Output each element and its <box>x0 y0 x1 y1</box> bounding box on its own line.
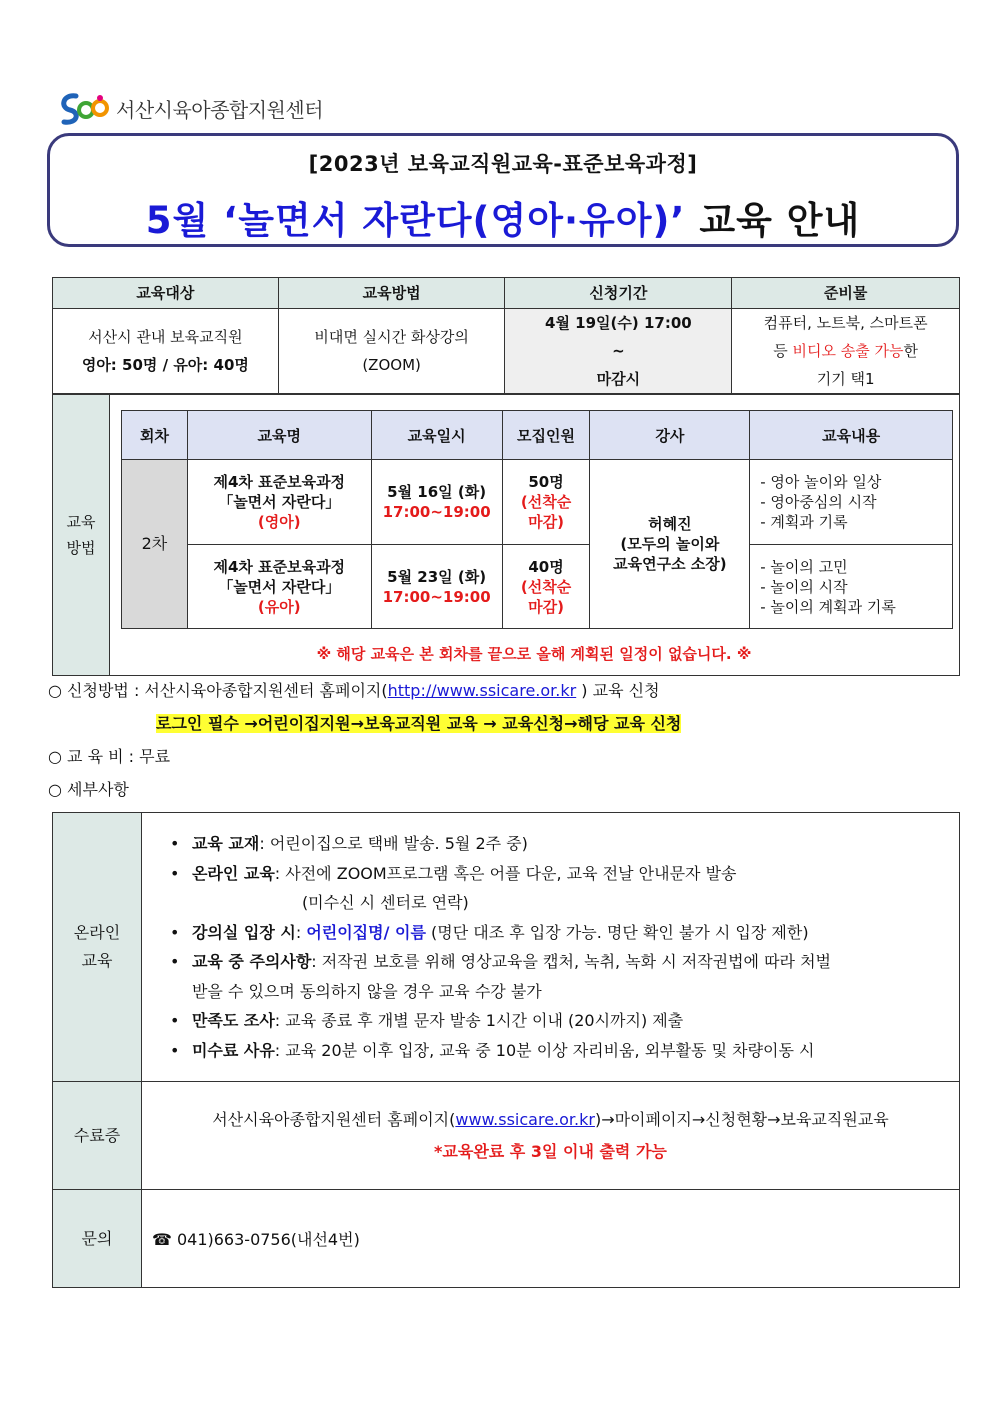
table-row <box>122 545 953 629</box>
prep-line3: 기기 택1 <box>816 370 875 388</box>
course-count: 50명 <box>528 473 564 491</box>
item-text: : 교육 20분 이후 입장, 교육 중 10분 이상 자리비움, 외부활동 및 차량이동 시 <box>274 1040 815 1060</box>
item-text: : 저작권 보호를 위해 영상교육을 캡처, 녹취, 녹화 시 저작권법에 따라 처벌 <box>311 952 832 971</box>
item-title: 만족도 조사 <box>191 1011 275 1030</box>
target-line2: 영아: 50명 / 유아: 40명 <box>81 356 249 374</box>
list-item <box>192 947 959 1006</box>
content-item: - 놀이의 고민 <box>760 557 848 576</box>
cert-cell <box>141 1082 959 1190</box>
instructor-org2: 교육연구소 소장) <box>613 555 727 573</box>
course-name-line2: 「놀면서 자란다」 <box>218 577 341 596</box>
course-count-note2: 마감) <box>528 513 564 531</box>
apply-prefix: ○ 신청방법 : 서산시육아종합지원센터 홈페이지( <box>48 681 388 700</box>
title-rest: 교육 안내 <box>685 199 861 242</box>
course-name-line1: 제4차 표준보육과정 <box>213 473 346 491</box>
cert-link[interactable]: www.ssicare.or.kr <box>455 1109 595 1129</box>
course-date: 5월 23일 (화) <box>387 567 487 586</box>
logo-icon <box>56 88 112 128</box>
course-date: 5월 16일 (화) <box>387 483 487 501</box>
page-title <box>50 190 956 244</box>
item-title: 강의실 입장 시 <box>191 922 296 942</box>
course-count: 40명 <box>528 557 564 576</box>
title-box <box>47 133 959 247</box>
fee-line: ○ 교 육 비 : 무료 <box>48 747 171 766</box>
course-count-note1: (선착순 <box>520 577 572 596</box>
period-line3: 마감시 <box>596 370 641 388</box>
item-text-cont: (미수신 시 센터로 연락) <box>301 893 469 912</box>
homepage-link[interactable]: http://www.ssicare.or.kr <box>387 681 577 700</box>
item-title: 교육 중 주의사항 <box>191 952 312 971</box>
round-cell: 2차 <box>122 460 188 629</box>
cert-path <box>142 1104 959 1136</box>
course-count-cell <box>502 545 590 629</box>
prep-line1: 컴퓨터, 노트북, 스마트폰 <box>763 314 928 332</box>
item-title: 교육 교재 <box>191 834 260 853</box>
method-label-text: 교육 방법 <box>66 513 96 557</box>
period-line1: 4월 19일(수) 17:00 <box>545 314 692 332</box>
info-table <box>52 277 960 394</box>
course-date-cell <box>371 460 502 545</box>
item-title: 온라인 교육 <box>191 863 275 883</box>
content-item: - 놀이의 계획과 기록 <box>760 597 896 616</box>
instructor-cell <box>590 460 750 629</box>
header-target: 교육대상 <box>53 278 279 309</box>
online-label-text: 온라인 교육 <box>73 923 121 970</box>
method-cell <box>278 309 505 394</box>
header-prep: 준비물 <box>732 278 960 309</box>
item-text-rest: (명단 대조 후 입장 가능. 명단 확인 불가 시 입장 제한) <box>425 922 809 942</box>
item-text: : <box>295 922 307 942</box>
target-line1: 서산시 관내 보육교직원 <box>88 328 243 346</box>
details-heading: ○ 세부사항 <box>48 780 129 799</box>
item-text: : 교육 종료 후 개별 문자 발송 1시간 이내 (20시까지) 제출 <box>274 1011 684 1030</box>
list-item <box>192 918 959 948</box>
target-cell <box>53 309 279 394</box>
title-colored: 5월 ‘놀면서 자란다(영아·유아)’ <box>145 199 686 242</box>
course-name-line1: 제4차 표준보육과정 <box>213 557 346 576</box>
course-name-line2: 「놀면서 자란다」 <box>218 493 341 511</box>
contact-cell <box>141 1190 959 1288</box>
prep-cell <box>732 309 960 394</box>
item-text: : 어린이집으로 택배 발송. 5월 2주 중) <box>259 834 528 853</box>
course-name-cell <box>187 460 371 545</box>
apply-steps <box>156 711 681 734</box>
col-contents: 교육내용 <box>750 411 953 460</box>
prep-line2-a: 등 <box>773 342 793 360</box>
period-line2: ~ <box>612 342 625 360</box>
course-contents-cell <box>750 545 953 629</box>
col-date: 교육일시 <box>371 411 502 460</box>
online-cell <box>141 813 959 1082</box>
apply-suffix: ) 교육 신청 <box>576 681 660 700</box>
col-instructor: 강사 <box>590 411 750 460</box>
cert-suffix: )→마이페이지→신청현황→보육교직원교육 <box>594 1109 889 1129</box>
content-item: - 영아 놀이와 일상 <box>760 473 882 491</box>
method-label <box>53 395 110 675</box>
list-item <box>192 1006 959 1036</box>
phone-icon: ☎ <box>151 1230 172 1249</box>
method-line1: 비대면 실시간 화상강의 <box>314 328 469 346</box>
course-date-cell <box>371 545 502 629</box>
col-round: 회차 <box>122 411 188 460</box>
cert-prefix: 서산시육아종합지원센터 홈페이지( <box>212 1109 456 1129</box>
schedule-notice: ※ 해당 교육은 본 회차를 끝으로 올해 계획된 일정이 없습니다. ※ <box>316 645 752 663</box>
course-name-cell <box>187 545 371 629</box>
table-row <box>122 460 953 545</box>
header-method: 교육방법 <box>278 278 505 309</box>
list-item <box>192 829 959 859</box>
item-highlight: 어린이집명/ 이름 <box>306 922 426 942</box>
course-count-note2: 마감) <box>528 597 564 616</box>
cert-note: *교육완료 후 3일 이내 출력 가능 <box>434 1141 667 1161</box>
item-title: 미수료 사유 <box>191 1040 275 1060</box>
period-cell <box>505 309 732 394</box>
apply-steps-text: 로그인 필수 →어린이집지원→보육교직원 교육 → 교육신청→해당 교육 신청 <box>156 714 682 733</box>
course-time: 17:00~19:00 <box>382 587 491 606</box>
prep-line2-c: 한 <box>903 342 918 360</box>
logo-text: 서산시육아종합지원센터 <box>116 97 324 122</box>
title-subtitle: [2023년 보육교직원교육-표준보육과정] <box>308 152 698 176</box>
header-period: 신청기간 <box>505 278 732 309</box>
course-count-note1: (선착순 <box>520 493 572 511</box>
item-text-cont: 받을 수 있으며 동의하지 않을 경우 교육 수강 불가 <box>191 981 542 1001</box>
list-item <box>192 1036 959 1066</box>
course-count-cell <box>502 460 590 545</box>
schedule-table <box>121 410 953 629</box>
content-item: - 영아중심의 시작 <box>760 493 877 511</box>
instructor-name: 허혜진 <box>648 515 692 533</box>
instructor-org1: (모두의 놀이와 <box>620 535 720 553</box>
course-name-line3: (유아) <box>257 597 301 616</box>
course-name-line3: (영아) <box>257 513 301 531</box>
method-line2: (ZOOM) <box>362 356 421 374</box>
list-item <box>192 859 959 918</box>
col-count: 모집인원 <box>502 411 590 460</box>
cert-label: 수료증 <box>53 1082 142 1190</box>
item-text: : 사전에 ZOOM프로그램 혹은 어플 다운, 교육 전날 안내문자 발송 <box>274 863 737 883</box>
content-item: - 계획과 기록 <box>760 513 848 531</box>
content-item: - 놀이의 시작 <box>760 577 848 596</box>
course-contents-cell <box>750 460 953 545</box>
course-time: 17:00~19:00 <box>382 503 491 521</box>
online-list <box>142 829 959 1065</box>
prep-line2 <box>732 337 959 365</box>
prep-line2-red: 비디오 송출 가능 <box>792 342 904 360</box>
col-name: 교육명 <box>187 411 371 460</box>
contact-phone: 041)663-0756(내선4번) <box>176 1230 360 1249</box>
method-block <box>52 394 960 676</box>
contact-label: 문의 <box>53 1190 142 1288</box>
online-label <box>53 813 142 1082</box>
center-logo <box>56 88 323 128</box>
apply-line <box>48 678 660 701</box>
details-table <box>52 812 960 1288</box>
